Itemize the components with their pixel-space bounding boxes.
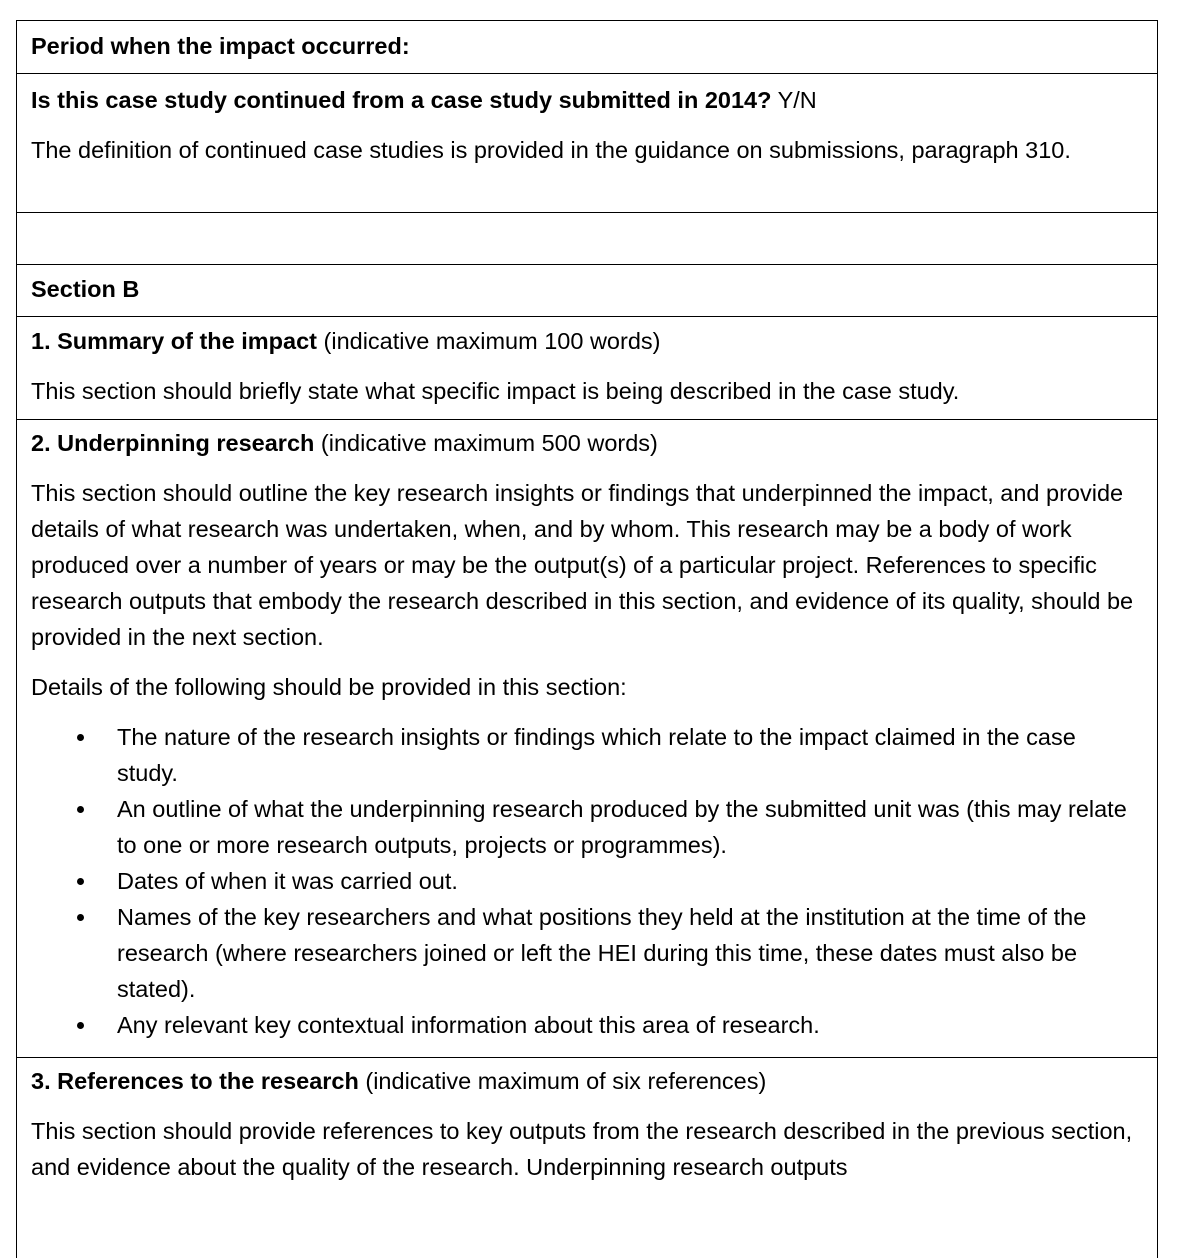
- continued-question-text: Is this case study continued from a case study submitted in 2014?: [31, 87, 772, 113]
- section-b-title: Section B: [31, 276, 140, 302]
- underpinning-heading: [31, 425, 1143, 461]
- references-note: (indicative maximum of six references): [358, 1068, 767, 1094]
- underpinning-heading-text: 2. Underpinning research: [31, 430, 315, 456]
- period-label: Period when the impact occurred:: [31, 33, 410, 59]
- continued-definition: The definition of continued case studies is provided in the guidance on submissions, paragraph 310.: [31, 137, 1071, 163]
- bullet-icon: [77, 1022, 84, 1029]
- list-item: The nature of the research insights or findings which relate to the impact claimed in the case study.: [31, 719, 1143, 791]
- references-heading-text: 3. References to the research: [31, 1068, 359, 1094]
- period-row: [17, 21, 1157, 74]
- list-item: Any relevant key contextual information about this area of research.: [31, 1007, 1143, 1043]
- case-study-template-table: [16, 20, 1158, 1258]
- underpinning-note: (indicative maximum 500 words): [314, 430, 658, 456]
- continued-answer: Y/N: [771, 87, 817, 113]
- summary-heading: [31, 323, 1143, 359]
- list-item: Names of the key researchers and what positions they held at the institution at the time of the research (where researchers joined or left the HEI during this time, these dates must also be stated).: [31, 899, 1143, 1007]
- bullet-icon: [77, 806, 84, 813]
- empty-row: [17, 213, 1157, 265]
- summary-note: (indicative maximum 100 words): [317, 328, 661, 354]
- section-b-row: [17, 265, 1157, 317]
- references-body: This section should provide references to key outputs from the research described in the previous section, and evidence about the quality of the research. Underpinning research outputs: [31, 1118, 1133, 1180]
- underpinning-bullet-list: [31, 719, 1143, 1043]
- list-item: Dates of when it was carried out.: [31, 863, 1143, 899]
- references-heading: [31, 1063, 1143, 1099]
- continued-question: [31, 82, 1143, 118]
- bullet-icon: [77, 878, 84, 885]
- underpinning-row: [17, 420, 1157, 1058]
- underpinning-details-intro: Details of the following should be provided in this section:: [31, 674, 627, 700]
- underpinning-body: This section should outline the key research insights or findings that underpinned the impact, and provide details of what research was undertaken, when, and by whom. This research may be a body of work produced over a number of years or may be the output(s) of a particular project. References to specific research outputs that embody the research described in this section, and evidence of its quality, should be provided in the next section.: [31, 480, 1134, 650]
- bullet-icon: [77, 914, 84, 921]
- list-item: An outline of what the underpinning research produced by the submitted unit was (this may relate to one or more research outputs, projects or programmes).: [31, 791, 1143, 863]
- summary-heading-text: 1. Summary of the impact: [31, 328, 317, 354]
- bullet-icon: [77, 734, 84, 741]
- summary-body: This section should briefly state what specific impact is being described in the case study.: [31, 378, 960, 404]
- summary-row: [17, 317, 1157, 420]
- continued-row: [17, 74, 1157, 213]
- references-row: [17, 1058, 1157, 1258]
